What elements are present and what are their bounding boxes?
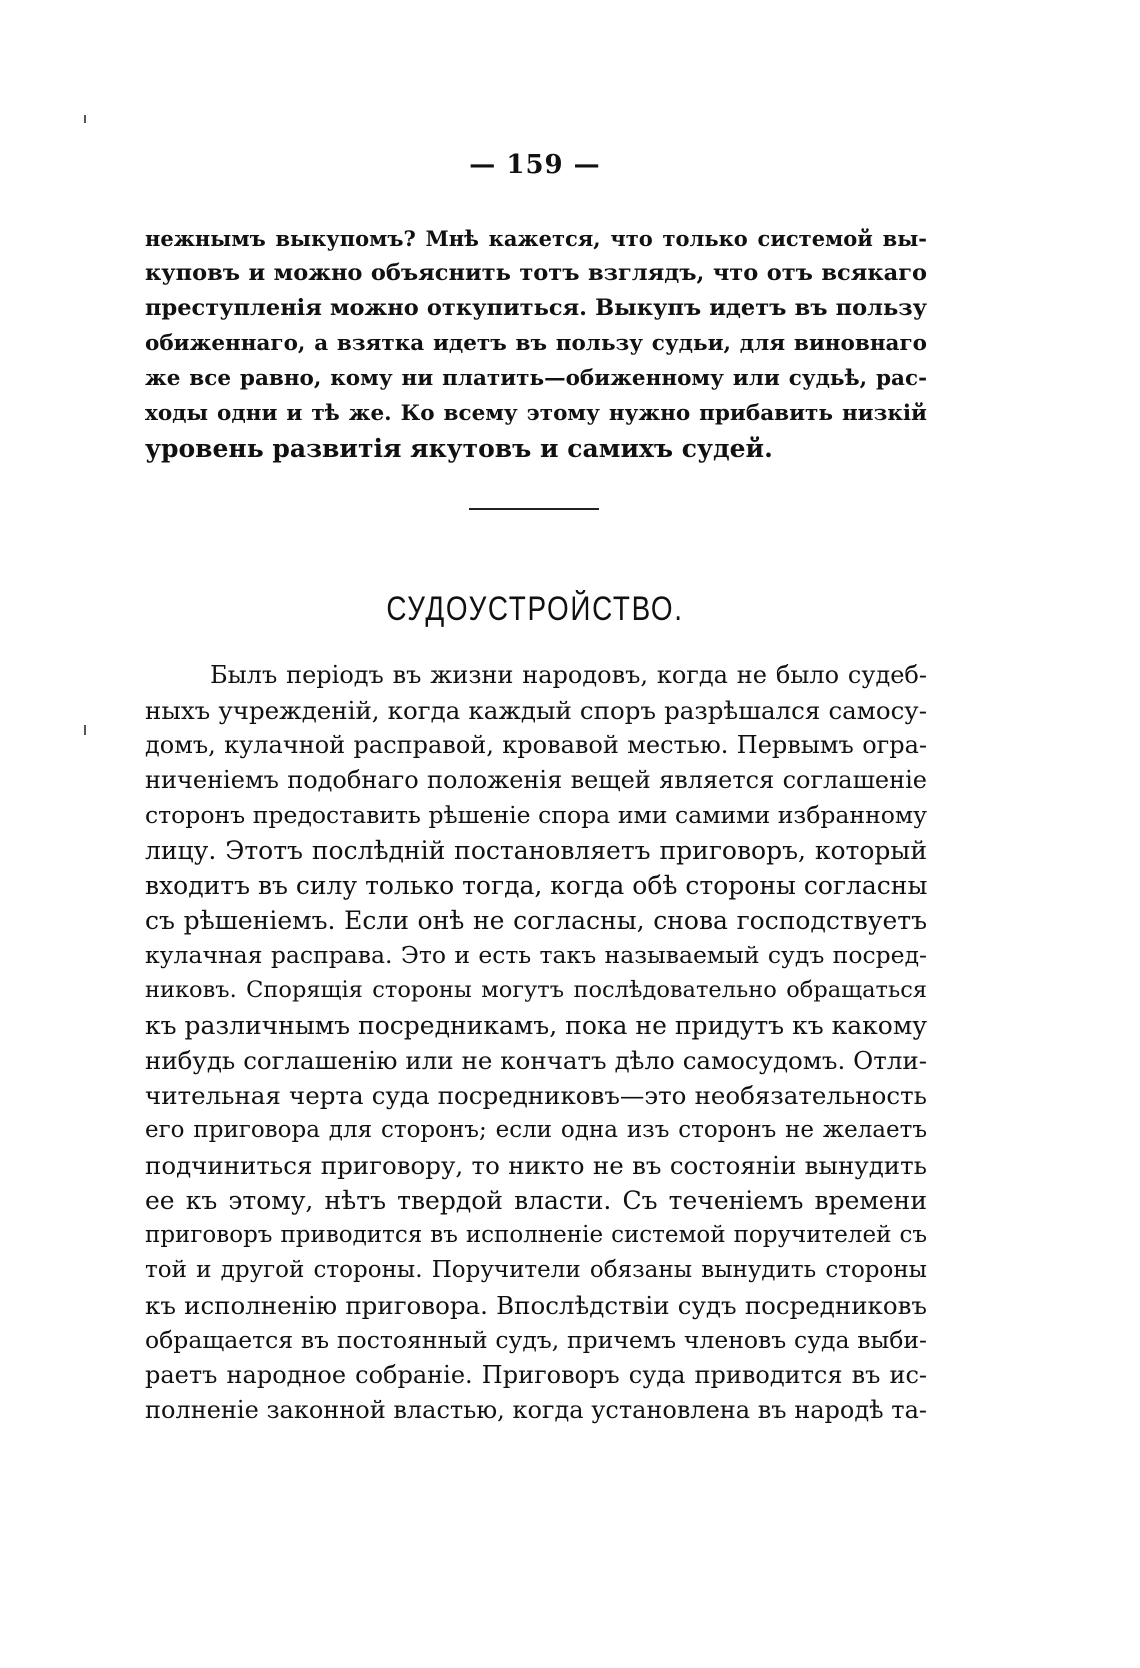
text-line: подчиниться приговору, то никто не въ состояніи вынудить	[145, 1151, 927, 1180]
text-line: ниченіемъ подобнаго положенія вещей является соглашеніе	[145, 766, 927, 794]
text-line: обращается въ постоянный судъ, причемъ членовъ суда выби-	[145, 1326, 927, 1354]
text-line: входитъ въ силу только тогда, когда обѣ стороны согласны	[145, 871, 928, 900]
text-line: преступленія можно откупиться. Выкупъ идетъ въ пользу	[145, 295, 927, 321]
text-line: сторонъ предоставить рѣшеніе спора ими самими избранному	[145, 801, 927, 829]
text-line: къ различнымъ посредникамъ, пока не придутъ къ какому	[145, 1011, 927, 1040]
section-heading: СУДОУСТРОЙСТВО.	[386, 590, 684, 628]
text-line: ее къ этому, нѣтъ твердой власти. Съ теченіемъ времени	[145, 1186, 927, 1215]
text-line: уровень развитія якутовъ и самихъ судей.	[145, 434, 773, 463]
text-line: домъ, кулачной расправой, кровавой местью. Первымъ огра-	[145, 731, 927, 759]
text-line: ходы одни и тѣ же. Ко всему этому нужно прибавить низкій	[145, 401, 927, 426]
text-line: же все равно, кому ни платить—обиженному или судьѣ, рас-	[145, 366, 927, 391]
section-separator	[469, 508, 599, 510]
paragraph-body	[145, 658, 927, 1428]
text-line: нежнымъ выкупомъ? Мнѣ кажется, что только системой вы-	[145, 226, 927, 251]
text-line: Былъ періодъ въ жизни народовъ, когда не было судеб-	[210, 661, 927, 689]
text-line: лицу. Этотъ послѣдній постановляетъ приговоръ, который	[145, 836, 927, 865]
margin-mark	[84, 725, 86, 735]
text-line: ныхъ учрежденій, когда каждый споръ разрѣшался самосу-	[145, 696, 927, 725]
text-line: куповъ и можно объяснить тотъ взглядъ, что отъ всякаго	[145, 260, 927, 286]
text-line: къ исполненію приговора. Впослѣдствіи судъ посредниковъ	[145, 1291, 927, 1320]
text-line: чительная черта суда посредниковъ—это необязательность	[145, 1081, 927, 1110]
text-line: приговоръ приводится въ исполненіе системой поручителей съ	[145, 1222, 927, 1248]
text-line: обиженнаго, а взятка идетъ въ пользу судьи, для виновнаго	[145, 331, 927, 356]
paragraph-continued	[145, 221, 927, 466]
text-line: нибудь соглашенію или не кончатъ дѣло самосудомъ. Отли-	[145, 1046, 927, 1075]
text-line: раетъ народное собраніе. Приговоръ суда приводится въ ис-	[145, 1361, 927, 1389]
text-line: никовъ. Спорящія стороны могутъ послѣдовательно обращаться	[145, 977, 927, 1003]
text-line: той и другой стороны. Поручители обязаны вынудить стороны	[145, 1257, 927, 1283]
margin-mark	[84, 115, 86, 123]
text-line: его приговора для сторонъ; если одна изъ сторонъ не желаетъ	[145, 1117, 927, 1143]
text-line: полненіе законной властью, когда установлена въ народѣ та-	[145, 1396, 927, 1424]
page-number: — 159 —	[469, 150, 601, 180]
text-line: съ рѣшеніемъ. Если онѣ не согласны, снова господствуетъ	[145, 906, 927, 935]
text-line: кулачная расправа. Это и есть такъ называемый судъ посред-	[145, 941, 927, 969]
